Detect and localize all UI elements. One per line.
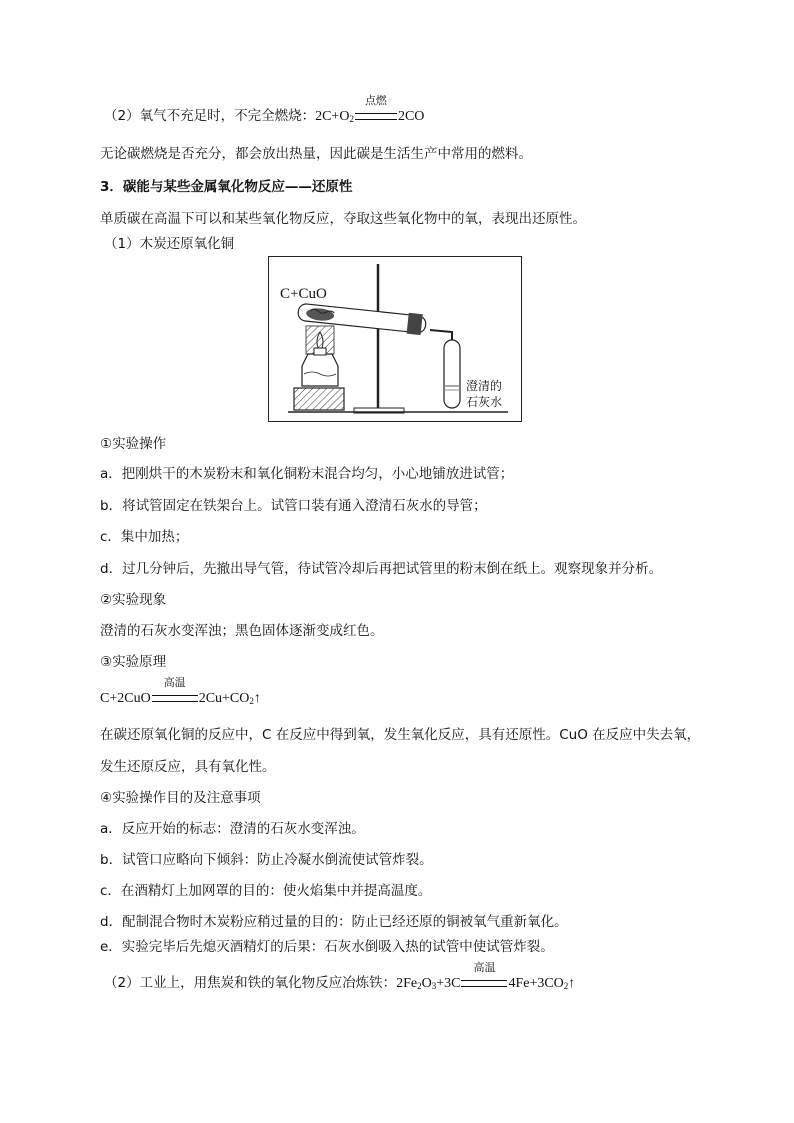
incomplete-combustion-prefix: （2）氧气不充足时，不完全燃烧： bbox=[104, 108, 316, 124]
note-a: a．反应开始的标志：澄清的石灰水变浑浊。 bbox=[100, 821, 365, 837]
operation-c: c．集中加热； bbox=[100, 529, 189, 545]
apparatus-figure bbox=[268, 256, 522, 422]
equation2-right: $2Cu+CO_2↑$ bbox=[198, 691, 261, 706]
explanation-line-1: 在碳还原氧化铜的反应中，C 在反应中得到氧，发生氧化反应，具有还原性。CuO 在反应中失去氧， bbox=[100, 727, 701, 743]
equation2-left: C+2CuO bbox=[100, 691, 151, 706]
operation-title: ①实验操作 bbox=[100, 436, 167, 452]
explanation-line-2: 发生还原反应，具有氧化性。 bbox=[100, 759, 276, 775]
industrial-iron-line bbox=[104, 961, 576, 996]
phenomenon-text: 澄清的石灰水变浑浊；黑色固体逐渐变成红色。 bbox=[100, 623, 384, 639]
principle-equation bbox=[100, 676, 261, 711]
subheading-charcoal-cuo: （1）木炭还原氧化铜 bbox=[104, 236, 235, 252]
paragraph-reduction: 单质碳在高温下可以和某些氧化物反应，夺取这些氧化物中的氧，表现出还原性。 bbox=[100, 211, 586, 227]
operation-a: a．把刚烘干的木炭粉末和氧化铜粉末混合均匀，小心地铺放进试管； bbox=[100, 466, 514, 482]
equation-left: $2C+O_2$ bbox=[315, 109, 354, 124]
equation2-condition: 高温 bbox=[152, 688, 198, 708]
equation3-condition: 高温 bbox=[461, 973, 507, 993]
operation-b: b．将试管固定在铁架台上。试管口装有通入澄清石灰水的导管； bbox=[100, 498, 487, 514]
note-d: d．配制混合物时木炭粉应稍过量的目的：防止已经还原的铜被氧气重新氧化。 bbox=[100, 914, 568, 930]
operation-d: d．过几分钟后，先撤出导气管，待试管冷却后再把试管里的粉末倒在纸上。观察现象并分析。 bbox=[100, 561, 663, 577]
incomplete-combustion-line bbox=[104, 94, 425, 129]
label-limewater-1: 澄清的 bbox=[466, 379, 503, 393]
equation-condition: 点燃 bbox=[355, 106, 397, 126]
section-heading-3: 3．碳能与某些金属氧化物反应——还原性 bbox=[100, 179, 353, 195]
note-e: e．实验完毕后先熄灭酒精灯的后果：石灰水倒吸入热的试管中使试管炸裂。 bbox=[100, 939, 554, 955]
equation3-right: $4Fe+3CO_2↑$ bbox=[508, 976, 576, 991]
note-c: c．在酒精灯上加网罩的目的：使火焰集中并提高温度。 bbox=[100, 883, 432, 899]
equation3-left: $2Fe_2O_3+3C$ bbox=[396, 976, 461, 991]
note-b: b．试管口应略向下倾斜：防止冷凝水倒流使试管炸裂。 bbox=[100, 852, 433, 868]
paragraph-fuel: 无论碳燃烧是否充分，都会放出热量，因此碳是生活生产中常用的燃料。 bbox=[100, 146, 532, 162]
notes-title: ④实验操作目的及注意事项 bbox=[100, 790, 261, 806]
label-c-cuo: C+CuO bbox=[280, 286, 327, 302]
principle-title: ③实验原理 bbox=[100, 654, 167, 670]
label-limewater-2: 石灰水 bbox=[466, 395, 503, 409]
industrial-iron-prefix: （2）工业上，用焦炭和铁的氧化物反应冶炼铁： bbox=[104, 975, 397, 991]
phenomenon-title: ②实验现象 bbox=[100, 592, 167, 608]
equation-right: 2CO bbox=[397, 109, 425, 124]
